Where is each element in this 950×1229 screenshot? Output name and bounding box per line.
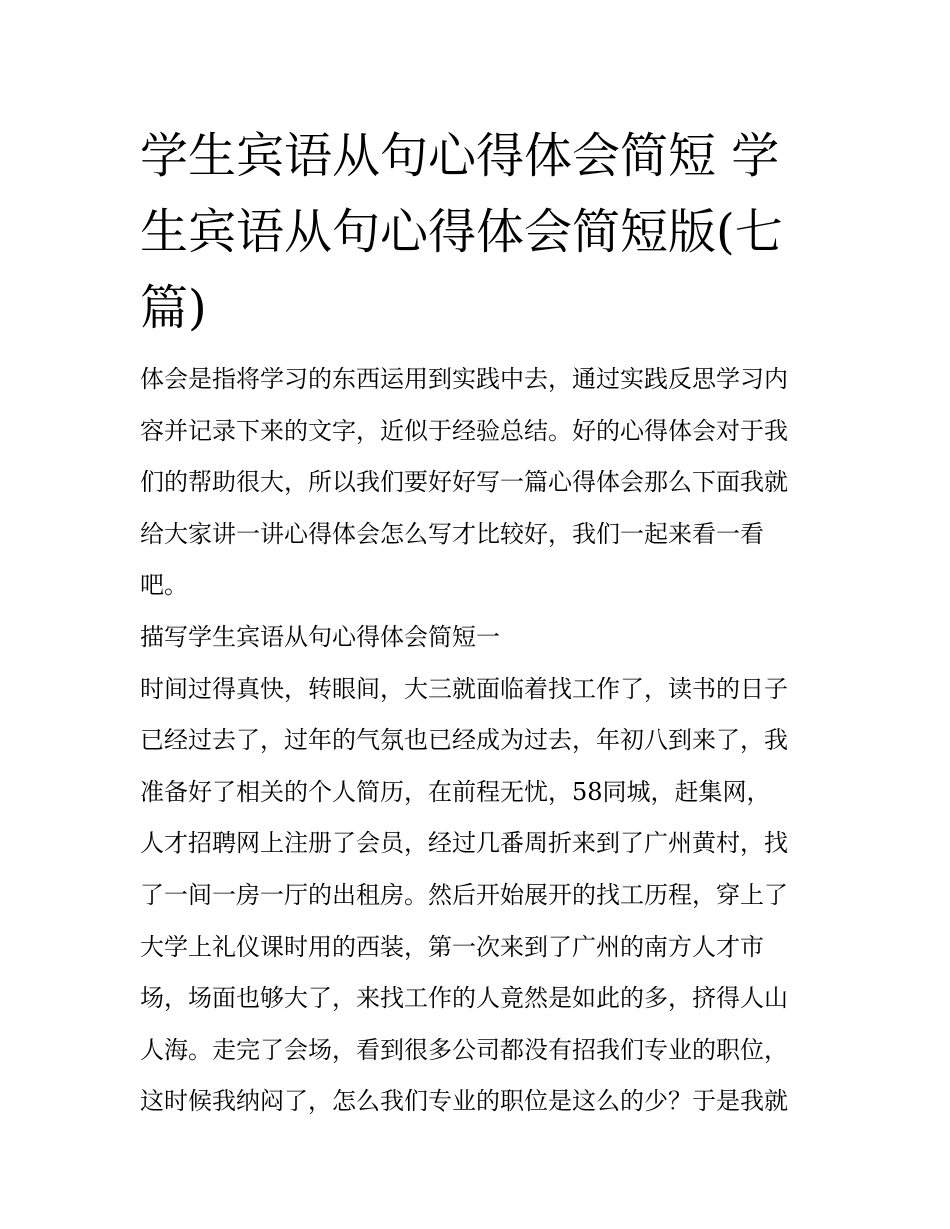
- title-line-2: 生宾语从句心得体会简短版(七: [140, 204, 783, 260]
- intro-line-1: 体会是指将学习的东西运用到实践中去，通过实践反思学习内: [140, 365, 788, 393]
- section-line-8: 人海。走完了会场，看到很多公司都没有招我们专业的职位，: [140, 1035, 788, 1064]
- title-line-3: 篇): [140, 280, 207, 336]
- title-line-1: 学生宾语从句心得体会简短 学: [140, 128, 780, 184]
- section-line-5: 了一间一房一厅的出租房。然后开始展开的找工历程，穿上了: [140, 880, 788, 909]
- document-body: [140, 354, 830, 1128]
- intro-line-5: 吧。: [140, 571, 188, 600]
- section-line-9: 这时候我纳闷了，怎么我们专业的职位是这么的少？于是我就: [140, 1087, 788, 1116]
- intro-line-2: 容并记录下来的文字，近似于经验总结。好的心得体会对于我: [140, 416, 788, 445]
- intro-line-4: 给大家讲一讲心得体会怎么写才比较好，我们一起来看一看: [140, 519, 764, 548]
- section-line-4: 人才招聘网上注册了会员，经过几番周折来到了广州黄村，找: [140, 829, 788, 858]
- section-heading: 描写学生宾语从句心得体会简短一: [140, 622, 500, 651]
- document-title: [140, 118, 820, 346]
- section-line-2: 已经过去了，过年的气氛也已经成为过去，年初八到来了，我: [140, 726, 788, 755]
- section-line-6: 大学上礼仪课时用的西装，第一次来到了广州的南方人才市: [140, 932, 764, 961]
- section-line-3: 准备好了相关的个人简历，在前程无忧，58同城，赶集网，: [140, 777, 771, 806]
- section-line-7: 场，场面也够大了，来找工作的人竟然是如此的多，挤得人山: [140, 984, 788, 1013]
- section-line-1: 时间过得真快，转眼间，大三就面临着找工作了，读书的日子: [140, 674, 788, 703]
- intro-line-3: 们的帮助很大，所以我们要好好写一篇心得体会那么下面我就: [140, 468, 788, 497]
